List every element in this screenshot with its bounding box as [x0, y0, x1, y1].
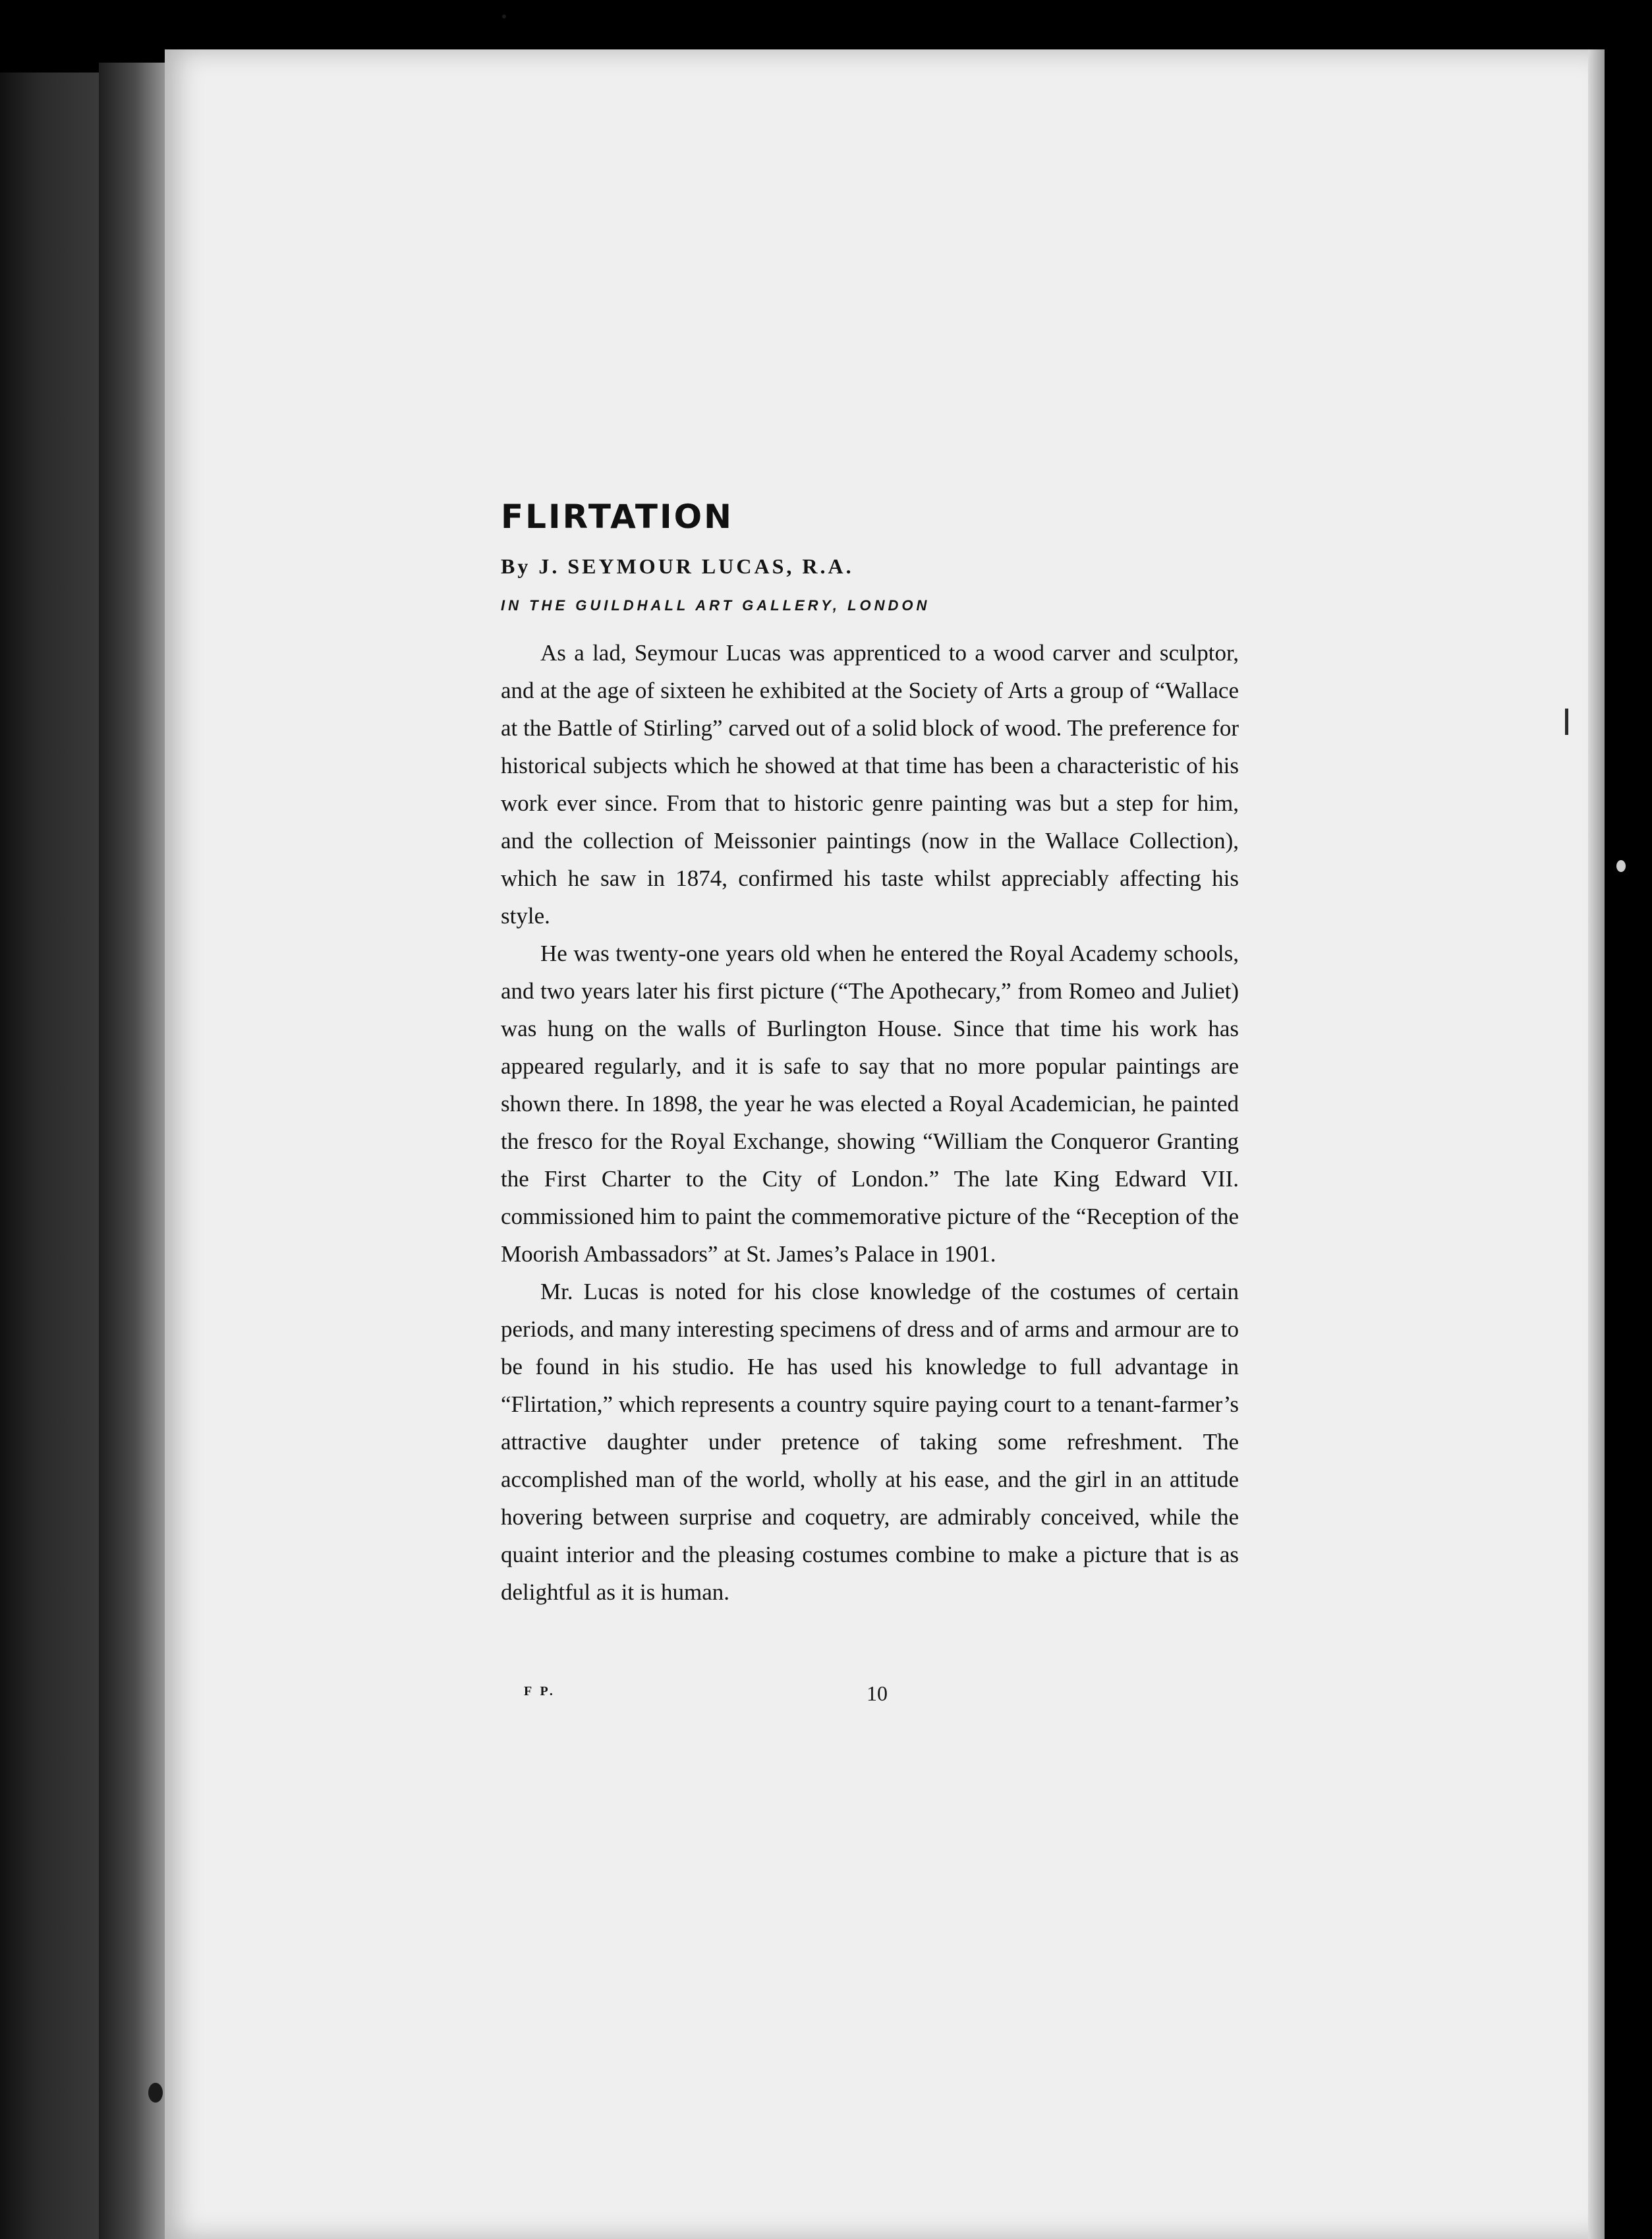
- page-footer: [501, 1681, 1239, 1710]
- article-title: FLIRTATION: [501, 498, 733, 536]
- article: [501, 498, 1239, 1611]
- facing-page-edge: [0, 73, 99, 2239]
- article-body: [501, 634, 1239, 1611]
- article-byline: By J. SEYMOUR LUCAS, R.A.: [501, 554, 854, 578]
- page-edge-shadow: [1588, 49, 1605, 2239]
- paragraph: He was twenty-one years old when he entered the Royal Academy schools, and two years later his first picture (“The Apothecary,” from Romeo and Juliet) was hung on the walls of Burlington House. Since that time his work has appeared regularly, and it is safe to say that no more popular paintings are shown there. In 1898, the year he was elected a Royal Academician, he painted the fresco for the Royal Exchange, showing “William the Conqueror Granting the First Charter to the City of London.” The late King Edward VII. commissioned him to paint the commemorative picture of the “Reception of the Moorish Ambassadors” at St. James’s Palace in 1901.: [501, 941, 1239, 1267]
- gallery-location: IN THE GUILDHALL ART GALLERY, LONDON: [501, 597, 930, 614]
- paragraph: As a lad, Seymour Lucas was apprenticed to a wood carver and sculptor, and at the age of sixteen he exhibited at the Society of Arts a group of “Wallace at the Battle of Stirling” carved out of a solid block of wood. The preference for historical subjects which he showed at that time has been a characteristic of his work ever since. From that to historic genre painting was but a step for him, and the collection of Meissonier paintings (now in the Wallace Collection), which he saw in 1874, confirmed his taste whilst appreciably affecting his style.: [501, 640, 1239, 929]
- page-number: 10: [867, 1681, 888, 1705]
- paragraph: Mr. Lucas is noted for his close knowledge of the costumes of certain periods, and many interesting specimens of dress and of arms and armour are to be found in his studio. He has used his knowledge to full advantage in “Flirtation,” which represents a country squire paying court to a tenant-farmer’s attractive daughter under pretence of taking some refreshment. The accomplished man of the world, wholly at his ease, and the girl in an attitude hovering between surprise and coquetry, are admirably conceived, while the quaint interior and the pleasing costumes combine to make a picture that is as delightful as it is human.: [501, 1279, 1239, 1605]
- signature-mark: F P.: [524, 1684, 555, 1699]
